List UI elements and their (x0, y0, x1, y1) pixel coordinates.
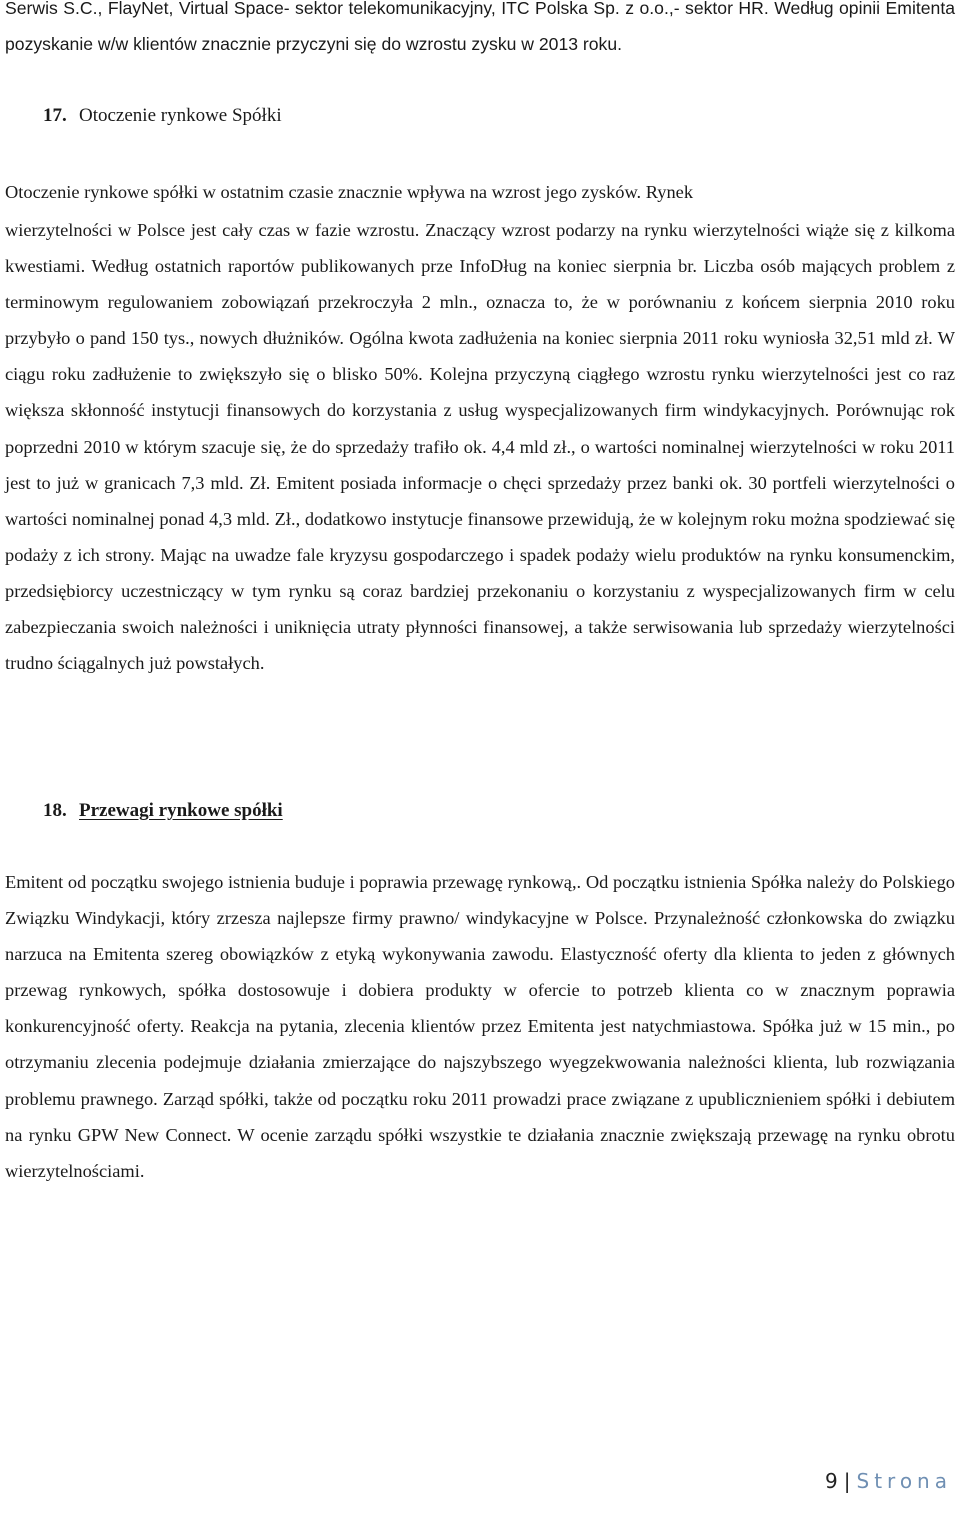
section-17-paragraph: wierzytelności w Polsce jest cały czas w fazie wzrostu. Znaczący wzrost podarzy na rynku wierzytelności wiąże się z kilkoma kwestiami. Według ostatnich raportów publikowanych prze InfoDług na koniec sierpnia br. Liczba osób mających problem z terminowym regulowaniem zobowiązań przekroczyła 2 mln., oznacza to, że w porównaniu z końcem sierpnia 2010 roku przybyło o pand 150 tys., nowych dłużników. Ogólna kwota zadłużenia na koniec sierpnia 2011 roku wyniosła 32,51 mld zł. W ciągu roku zadłużenie to zwiększyło się o blisko 50%. Kolejna przyczyną ciągłego wzrostu rynku wierzytelności jest co raz większa skłonność instytucji finansowych do korzystania z usług wyspecjalizowanych firm windykacyjnych. Porównując rok poprzedni 2010 w którym szacuje się, że do sprzedaży trafiło ok. 4,4 mld zł., o wartości nominalnej wierzytelności w roku 2011 jest to już w granicach 7,3 mld. Zł. Emitent posiada informacje o chęci sprzedaży przez banki ok. 30 portfeli wierzytelności o wartości nominalnej ponad 4,3 mld. Zł., dodatkowo instytucje finansowe przewidują, że w kolejnym roku można spodziewać się podaży z ich strony. Mając na uwadze fale kryzysu gospodarczego i spadek podaży wielu produktów na rynku konsumenckim, przedsiębiorcy uczestniczący w tym rynku są coraz bardziej przekonaniu o korzystaniu z wyspecjalizowanych firm w celu zabezpieczania swoich należności i uniknięcia utraty płynności finansowej, a także serwisowania lub sprzedaży wierzytelności trudno ściągalnych już powstałych. (5, 220, 955, 674)
section-17-number: 17. (43, 105, 67, 126)
section-18-paragraph: Emitent od początku swojego istnienia buduje i poprawia przewagę rynkową,. Od początku istnienia Spółka należy do Polskiego Związku Windykacji, który zrzesza najlepsze firmy prawno/ windykacyjne w Polsce. Przynależność członkowska do związku narzuca na Emitenta szereg obowiązków z etyką wykonywania zawodu. Elastyczność oferty dla klienta to jeden z głównych przewag rynkowych, spółka dostosowuje i dobiera produkty w ofercie to potrzeb klienta co w znacznym poprawia konkurencyjność oferty. Reakcja na pytania, zlecenia klientów przez Emitenta jest natychmiastowa. Spółka już w 15 min., po otrzymaniu zlecenia podejmuje działania zmierzające do najszybszego wyegzekwowania należności klienta, lub rozwiązania problemu prawnego. Zarząd spółki, także od początku roku 2011 prowadzi prace związane z upublicznieniem spółki i debiutem na rynku GPW New Connect. W ocenie zarządu spółki wszystkie te działania znacznie zwiększają przewagę na rynku obrotu wierzytelnościami. (5, 872, 955, 1181)
page-number: 9 (825, 1469, 838, 1493)
page-word: Strona (856, 1469, 952, 1493)
section-17-paragraph-lead: Otoczenie rynkowe spółki w ostatnim czasie znacznie wpływa na wzrost jego zysków. Rynek (5, 182, 694, 202)
footer-separator: | (843, 1469, 851, 1493)
intro-paragraph: Serwis S.C., FlayNet, Virtual Space- sektor telekomunikacyjny, ITC Polska Sp. z o.o.,- sektor HR. Według opinii Emitenta pozyskanie w/w klientów znacznie przyczyni się do wzrostu zysku w 2013 roku. (5, 0, 955, 54)
section-18-heading (43, 791, 283, 831)
section-17-title: Otoczenie rynkowe Spółki (79, 105, 282, 126)
section-18-number: 18. (43, 800, 67, 821)
section-18-title: Przewagi rynkowe spółki (79, 800, 283, 821)
page-footer (825, 1469, 952, 1493)
section-17-heading (43, 96, 282, 136)
